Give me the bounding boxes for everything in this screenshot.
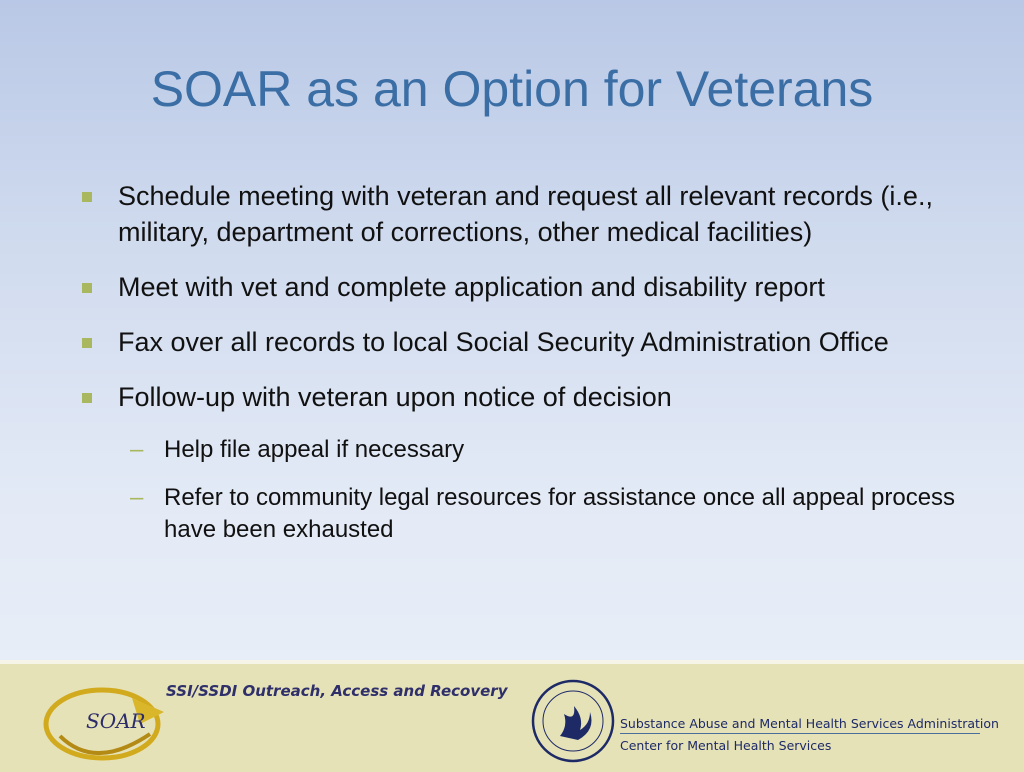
bullet-square-icon	[82, 393, 92, 403]
divider	[620, 733, 980, 734]
subbullet-text: Refer to community legal resources for assistance once all appeal process have been exhausted	[164, 484, 956, 543]
soar-tagline: SSI/SSDI Outreach, Access and Recovery	[166, 682, 508, 700]
bullet-item	[78, 324, 958, 360]
subbullet-text: Help file appeal if necessary	[164, 436, 465, 463]
bullet-text: Schedule meeting with veteran and request all relevant records (i.e., military, department of corrections, other medical facilities)	[118, 181, 933, 247]
subbullet-item	[78, 434, 958, 466]
bullet-item	[78, 269, 958, 305]
dash-icon: –	[130, 436, 144, 463]
soar-logo	[40, 676, 170, 766]
bullet-square-icon	[82, 338, 92, 348]
subbullet-item	[78, 482, 958, 546]
bullet-list	[78, 178, 958, 562]
bullet-text: Fax over all records to local Social Security Administration Office	[118, 327, 889, 357]
bullet-square-icon	[82, 192, 92, 202]
bullet-item	[78, 379, 958, 415]
dash-icon: –	[130, 484, 144, 511]
hhs-seal-icon	[530, 678, 616, 764]
bullet-text: Follow-up with veteran upon notice of decision	[118, 382, 672, 412]
bullet-item	[78, 178, 958, 250]
bullet-text: Meet with vet and complete application and disability report	[118, 272, 825, 302]
samhsa-name: Substance Abuse and Mental Health Services Administration	[620, 716, 999, 731]
cmhs-name: Center for Mental Health Services	[620, 738, 832, 753]
slide-title: SOAR as an Option for Veterans	[150, 61, 874, 117]
bullet-square-icon	[82, 283, 92, 293]
footer-bar	[0, 660, 1024, 772]
soar-logo-text: SOAR	[86, 709, 146, 733]
